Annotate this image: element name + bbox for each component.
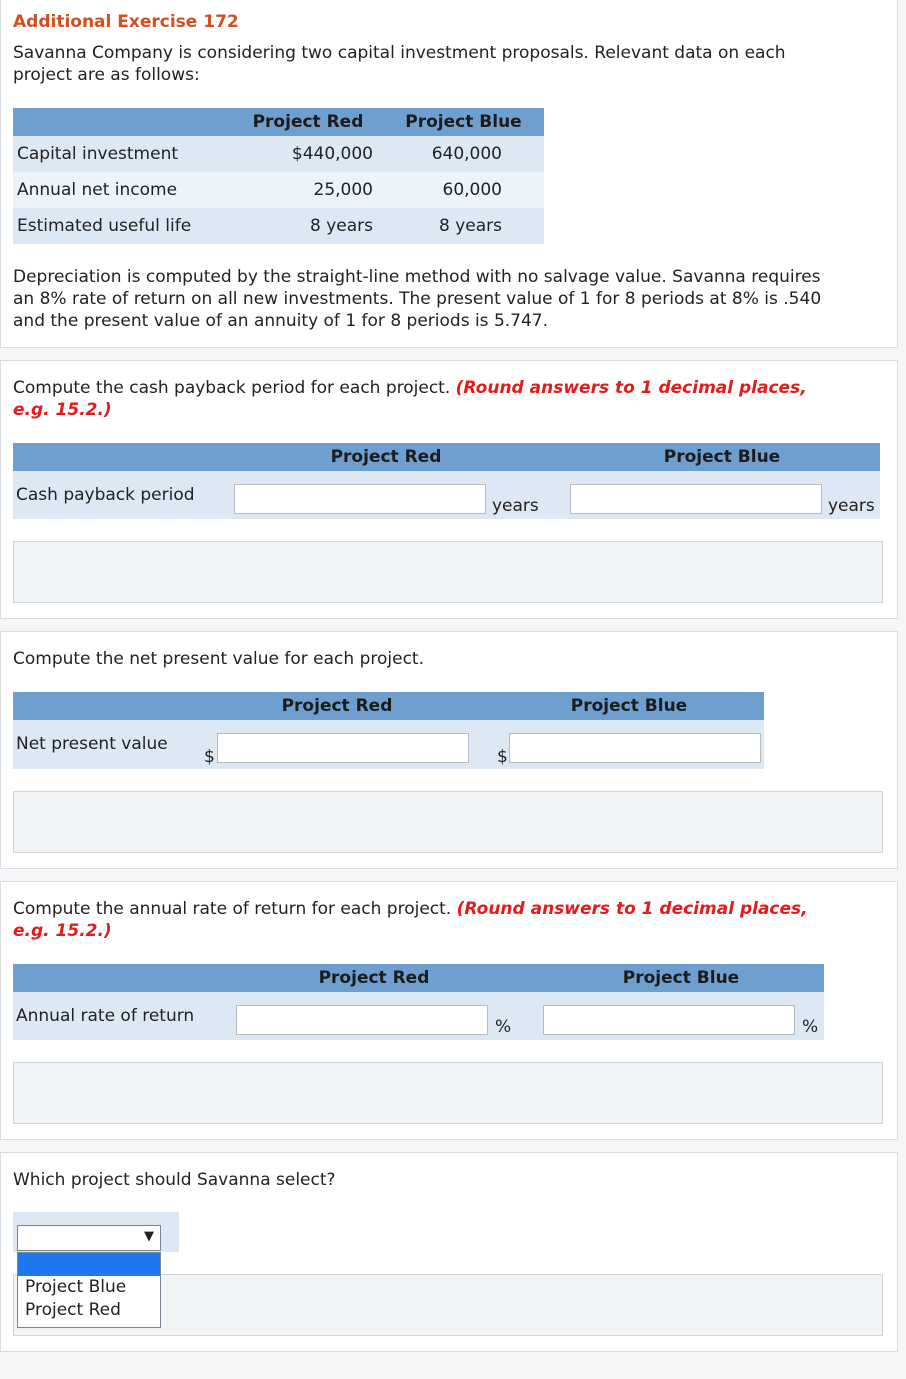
npv-feedback-box bbox=[13, 791, 883, 853]
payback-question-text: Compute the cash payback period for each project. bbox=[13, 378, 451, 398]
table-header-row bbox=[13, 108, 544, 136]
row-label: Annual net income bbox=[13, 172, 233, 208]
row-label: Estimated useful life bbox=[13, 208, 233, 244]
intro-line-1: Savanna Company is considering two capital investment proposals. Relevant data on each bbox=[13, 43, 786, 63]
npv-section bbox=[0, 631, 898, 869]
table-header-blank bbox=[13, 108, 233, 136]
payback-header-blue: Project Blue bbox=[663, 447, 781, 467]
table-header-red: Project Red bbox=[233, 108, 383, 136]
payback-blue-unit: years bbox=[828, 496, 875, 516]
table-row bbox=[13, 136, 544, 172]
dropdown-option-blank[interactable] bbox=[18, 1253, 160, 1276]
table-row bbox=[13, 208, 544, 244]
select-section bbox=[0, 1152, 898, 1352]
blue-value: 640,000 bbox=[383, 136, 544, 172]
arr-instruction-example: e.g. 15.2.) bbox=[13, 921, 112, 941]
depreciation-line-3: and the present value of an annuity of 1 for 8 periods is 5.747. bbox=[13, 311, 549, 331]
payback-feedback-box bbox=[13, 541, 883, 603]
table-header-blue: Project Blue bbox=[383, 108, 544, 136]
payback-instruction-example: e.g. 15.2.) bbox=[13, 400, 112, 420]
red-value: $440,000 bbox=[233, 136, 383, 172]
project-select-options bbox=[17, 1252, 161, 1328]
intro-line-2: project are as follows: bbox=[13, 65, 200, 85]
depreciation-line-2: an 8% rate of return on all new investments. The present value of 1 for 8 periods at 8% is .540 bbox=[13, 289, 822, 309]
depreciation-line-1: Depreciation is computed by the straight-line method with no salvage value. Savanna requires bbox=[13, 267, 821, 287]
dropdown-option-project-blue[interactable]: Project Blue bbox=[25, 1277, 127, 1297]
npv-blue-currency: $ bbox=[497, 747, 508, 767]
arr-red-input[interactable] bbox=[236, 1005, 488, 1035]
project-select-dropdown[interactable] bbox=[17, 1225, 161, 1251]
payback-row-label: Cash payback period bbox=[16, 485, 195, 505]
red-value: 8 years bbox=[233, 208, 383, 244]
row-label: Capital investment bbox=[13, 136, 233, 172]
table-row bbox=[13, 172, 544, 208]
blue-value: 60,000 bbox=[383, 172, 544, 208]
exercise-title: Additional Exercise 172 bbox=[13, 12, 239, 32]
arr-header-red: Project Red bbox=[318, 968, 430, 988]
npv-row-label: Net present value bbox=[16, 734, 168, 754]
red-value: 25,000 bbox=[233, 172, 383, 208]
npv-red-input[interactable] bbox=[217, 733, 469, 763]
blue-value: 8 years bbox=[383, 208, 544, 244]
npv-blue-input[interactable] bbox=[509, 733, 761, 763]
payback-question bbox=[13, 377, 807, 421]
arr-section bbox=[0, 881, 898, 1140]
arr-feedback-box bbox=[13, 1062, 883, 1124]
arr-red-unit: % bbox=[495, 1017, 512, 1037]
payback-header-red: Project Red bbox=[330, 447, 442, 467]
payback-section bbox=[0, 360, 898, 619]
npv-header-blue: Project Blue bbox=[570, 696, 688, 716]
payback-red-input[interactable] bbox=[234, 484, 486, 514]
payback-red-unit: years bbox=[492, 496, 539, 516]
arr-instruction: (Round answers to 1 decimal places, bbox=[456, 899, 808, 919]
arr-question-text: Compute the annual rate of return for each project. bbox=[13, 899, 452, 919]
npv-red-currency: $ bbox=[204, 747, 215, 767]
dropdown-option-project-red[interactable]: Project Red bbox=[25, 1300, 121, 1320]
dropdown-arrow-icon: ▼ bbox=[144, 1229, 154, 1244]
arr-row-label: Annual rate of return bbox=[16, 1006, 195, 1026]
arr-blue-unit: % bbox=[802, 1017, 819, 1037]
intro-section bbox=[0, 0, 898, 348]
depreciation-text bbox=[13, 266, 821, 332]
arr-blue-input[interactable] bbox=[543, 1005, 795, 1035]
select-row bbox=[13, 1212, 179, 1252]
intro-text bbox=[13, 42, 786, 86]
arr-question bbox=[13, 898, 808, 942]
npv-question: Compute the net present value for each project. bbox=[13, 649, 424, 669]
payback-blue-input[interactable] bbox=[570, 484, 822, 514]
select-question: Which project should Savanna select? bbox=[13, 1170, 336, 1190]
project-data-table bbox=[13, 108, 544, 244]
npv-header-red: Project Red bbox=[281, 696, 393, 716]
arr-header-blue: Project Blue bbox=[622, 968, 740, 988]
payback-instruction: (Round answers to 1 decimal places, bbox=[455, 378, 807, 398]
